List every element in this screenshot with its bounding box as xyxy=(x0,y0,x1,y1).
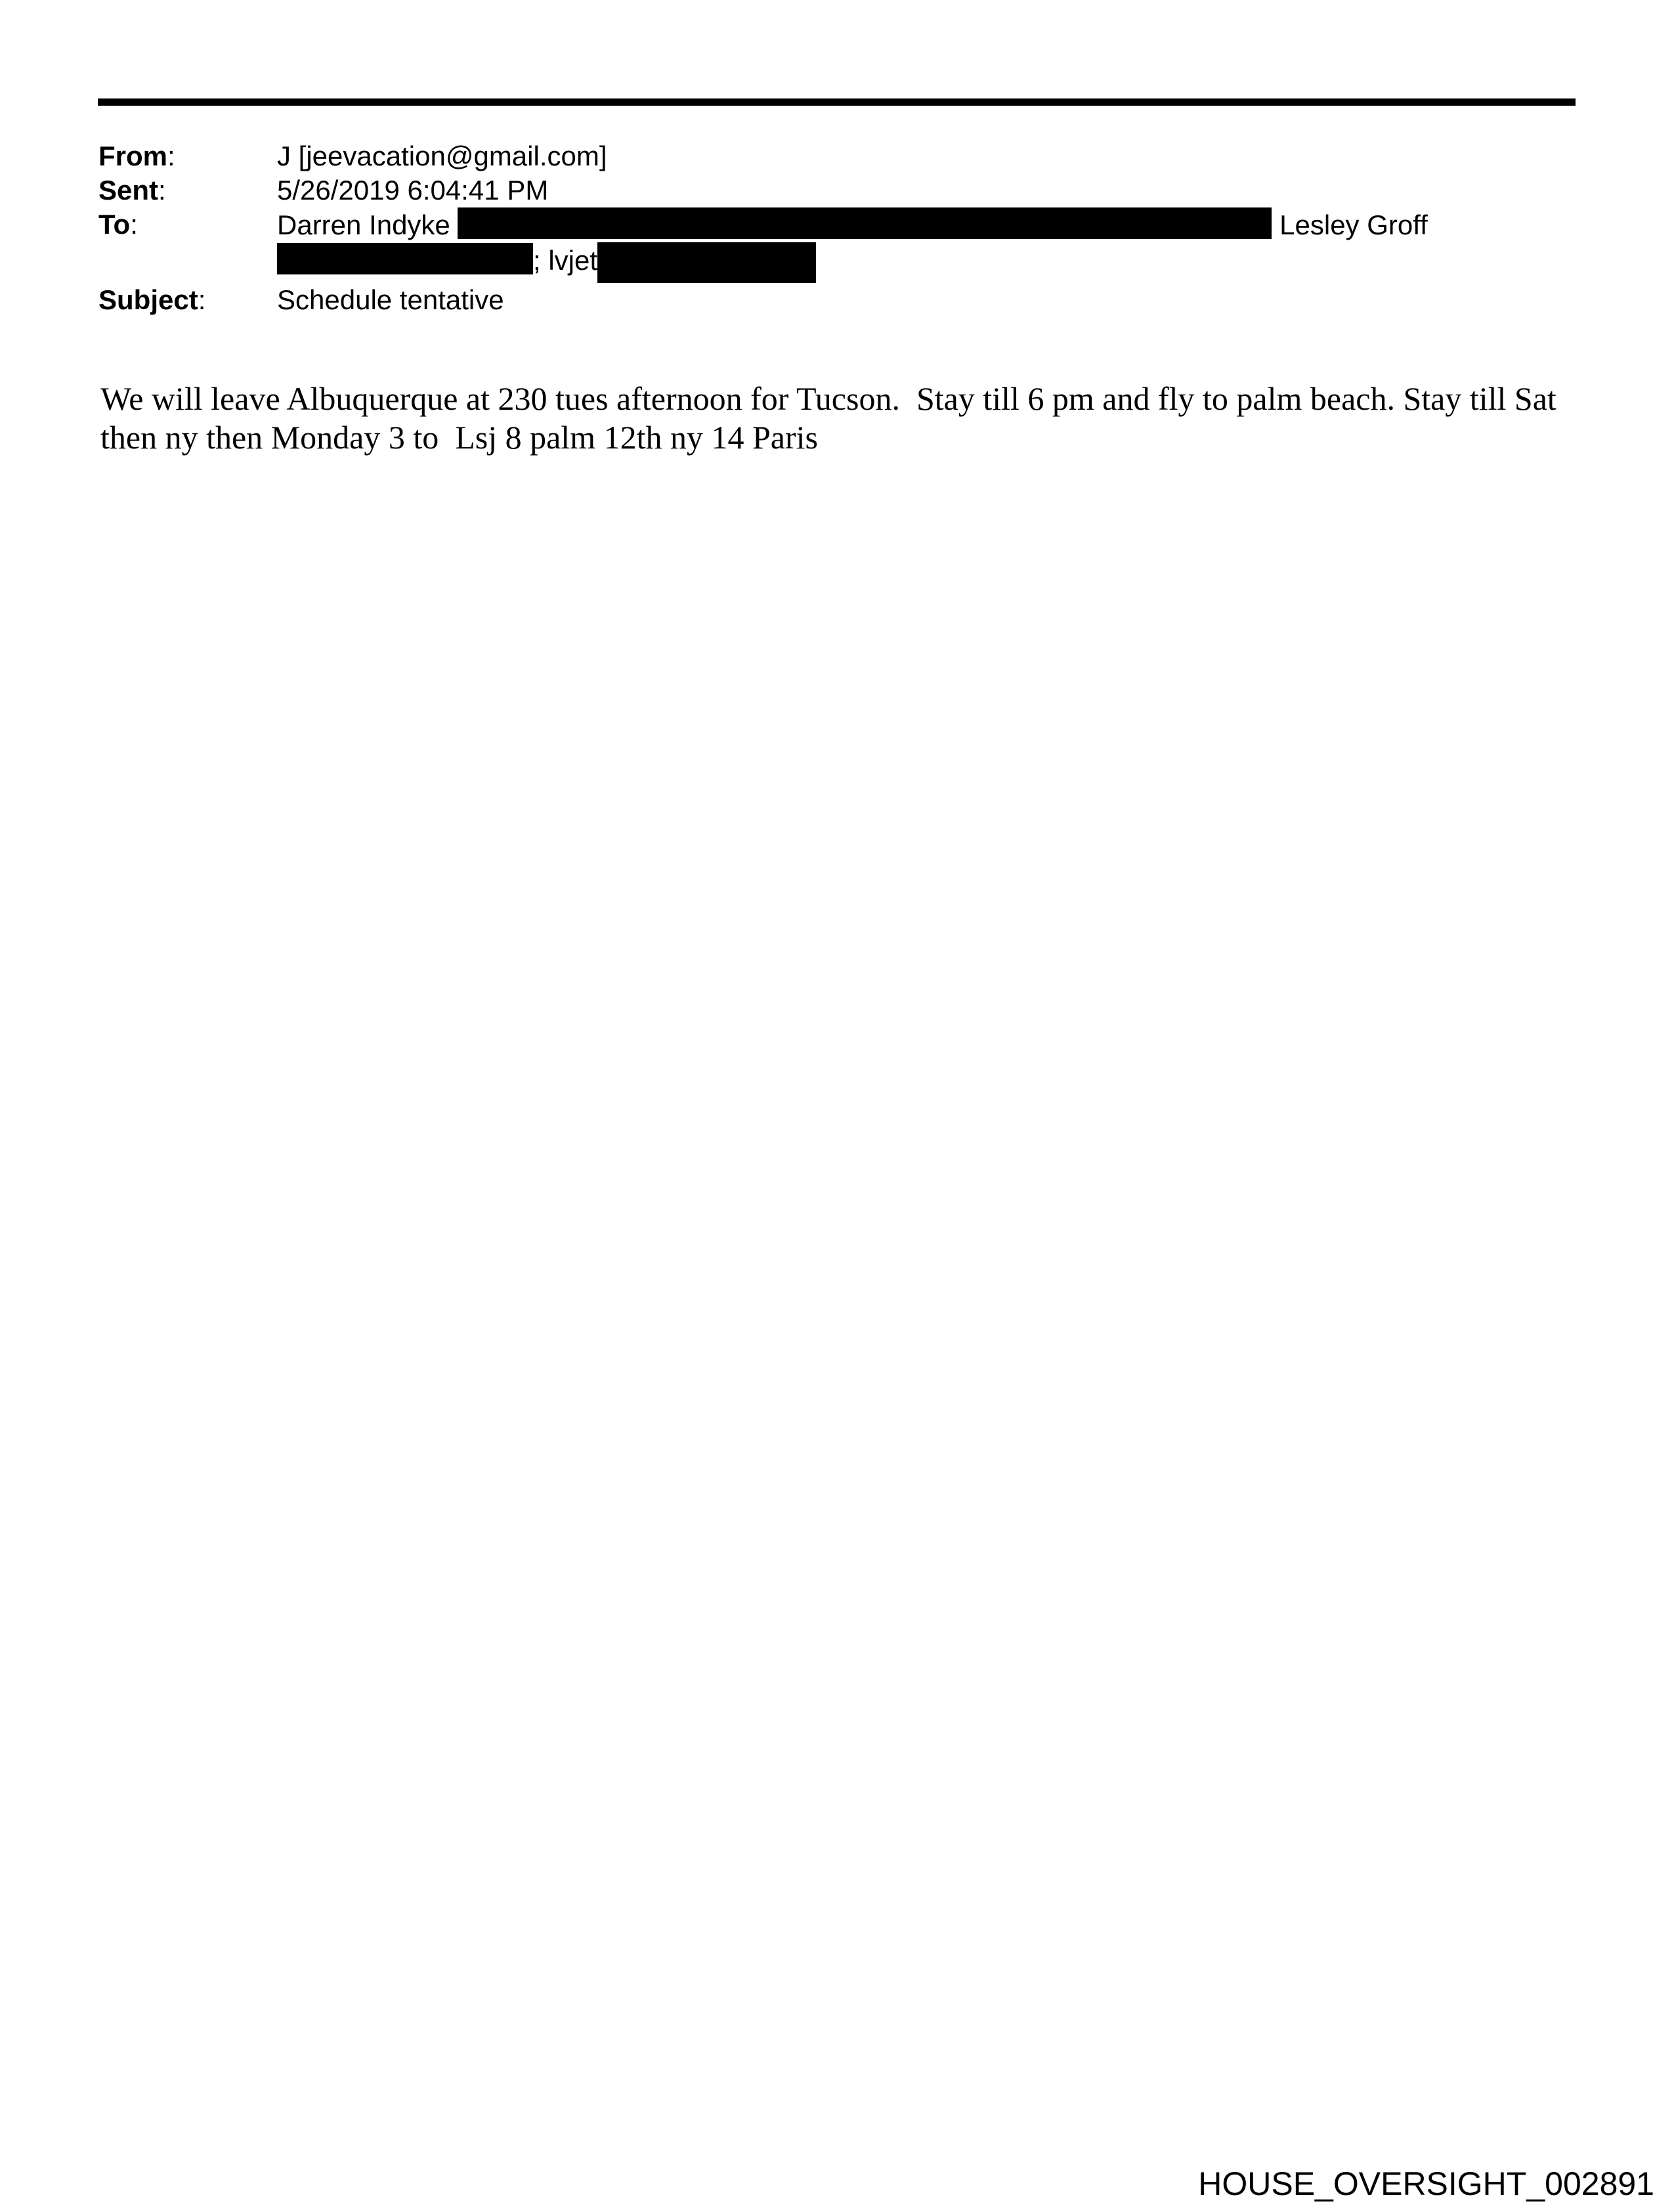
header-row-to xyxy=(98,207,1608,283)
redaction-bar xyxy=(277,243,533,274)
redaction-bar xyxy=(597,242,816,283)
sent-label: Sent xyxy=(98,175,159,206)
header-row-sent xyxy=(98,173,1608,207)
to-value-line2 xyxy=(277,242,1608,283)
to-label: To xyxy=(98,209,131,240)
body-line: then ny then Monday 3 to Lsj 8 palm 12th ny 14 Paris xyxy=(100,419,818,456)
to-label-colon: : xyxy=(130,209,138,240)
bates-number: HOUSE_OVERSIGHT_002891 xyxy=(1198,2165,1654,2202)
sent-value: 5/26/2019 6:04:41 PM xyxy=(277,175,549,206)
subject-label-colon: : xyxy=(198,284,206,315)
header-row-subject xyxy=(98,283,1608,317)
to-value-line1 xyxy=(277,207,1608,242)
email-header-block xyxy=(98,139,1608,317)
redaction-bar xyxy=(458,207,1272,239)
subject-value: Schedule tentative xyxy=(277,284,504,315)
to-recipient-name: Lesley Groff xyxy=(1279,209,1428,240)
to-value xyxy=(277,207,1608,283)
from-label-colon: : xyxy=(167,141,175,171)
to-recipient-fragment: ; lvjet xyxy=(533,245,598,276)
from-value: J [jeevacation@gmail.com] xyxy=(277,141,607,171)
to-recipient-name: Darren Indyke xyxy=(277,209,450,240)
from-label: From xyxy=(98,141,167,171)
sent-label-colon: : xyxy=(158,175,166,206)
header-row-from xyxy=(98,139,1608,173)
subject-label: Subject xyxy=(98,284,198,315)
body-line: We will leave Albuquerque at 230 tues afternoon for Tucson. Stay till 6 pm and fly to palm beach. Stay till Sat xyxy=(100,380,1556,417)
email-body xyxy=(100,380,1577,457)
header-divider-rule xyxy=(98,98,1576,106)
